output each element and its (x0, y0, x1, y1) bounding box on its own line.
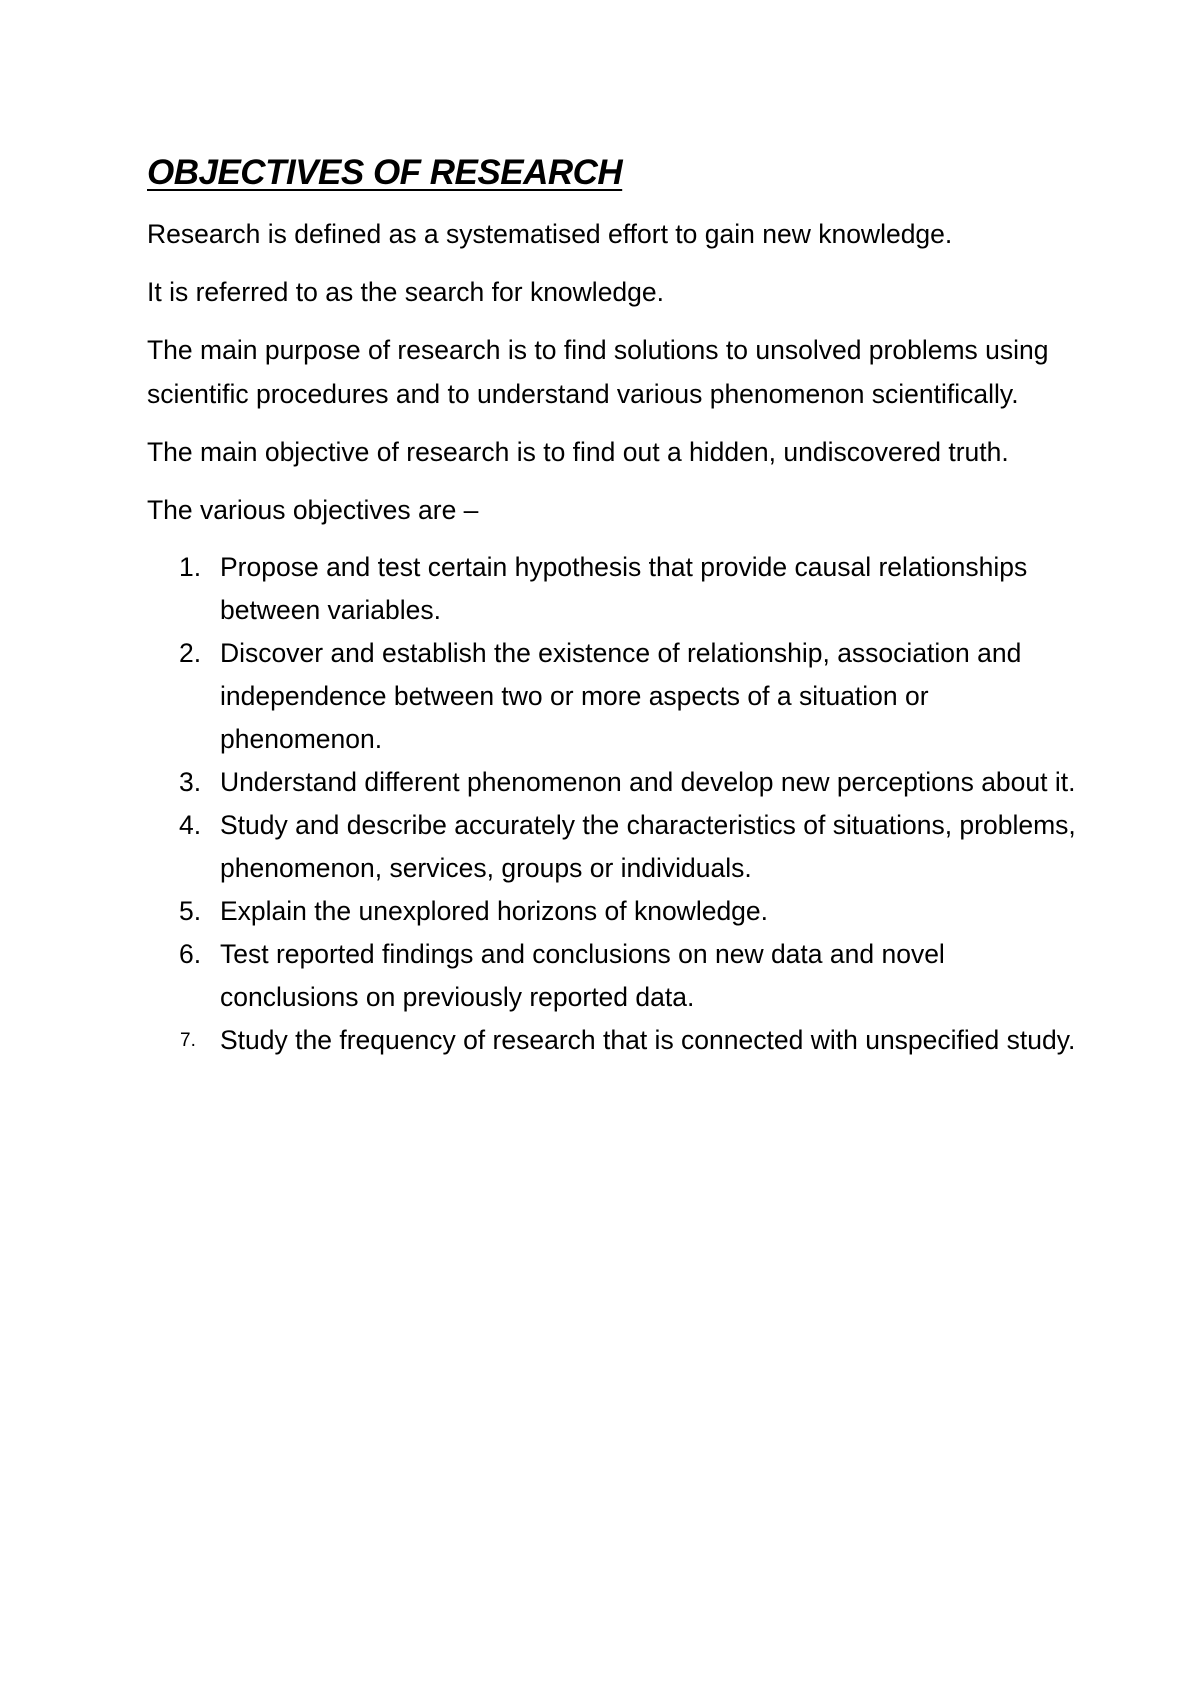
list-item-text: Study the frequency of research that is connected with unspecified study. (220, 1025, 1076, 1055)
list-item-text: Propose and test certain hypothesis that provide causal relationships between variables. (220, 552, 1028, 625)
paragraph-search: It is referred to as the search for knowledge. (147, 277, 665, 307)
list-item-text: Explain the unexplored horizons of knowledge. (220, 896, 769, 926)
list-item (147, 546, 1077, 632)
list-item-number: 3. (179, 767, 202, 797)
list-item-text: Study and describe accurately the characteristics of situations, problems, phenomenon, services, groups or individuals. (220, 810, 1076, 883)
list-item-number: 5. (179, 896, 202, 926)
paragraph-purpose: The main purpose of research is to find solutions to unsolved problems using scientific procedures and to understand various phenomenon scientifically. (147, 335, 1049, 409)
paragraph-definition: Research is defined as a systematised effort to gain new knowledge. (147, 219, 953, 249)
list-item (147, 761, 1077, 804)
objectives-list (147, 546, 1077, 1062)
document-body (147, 150, 1077, 1062)
list-item-text: Discover and establish the existence of relationship, association and independence between two or more aspects of a situation or phenomenon. (220, 638, 1022, 754)
list-item-text: Understand different phenomenon and develop new perceptions about it. (220, 767, 1076, 797)
list-item-number: 6. (179, 939, 202, 969)
list-item-number: 1. (179, 552, 202, 582)
list-item (147, 890, 1077, 933)
list-item (147, 632, 1077, 761)
list-item (147, 804, 1077, 890)
list-item (147, 933, 1077, 1019)
list-item-number: 7. (180, 1030, 196, 1051)
list-item-number: 4. (179, 810, 202, 840)
paragraph-main-objective: The main objective of research is to find out a hidden, undiscovered truth. (147, 437, 1009, 467)
list-item-text: Test reported findings and conclusions on new data and novel conclusions on previously reported data. (220, 939, 945, 1012)
list-item-number: 2. (179, 638, 202, 668)
paragraph-objectives-intro: The various objectives are – (147, 495, 479, 525)
page-title: OBJECTIVES OF RESEARCH (147, 153, 623, 192)
list-item (147, 1019, 1077, 1062)
